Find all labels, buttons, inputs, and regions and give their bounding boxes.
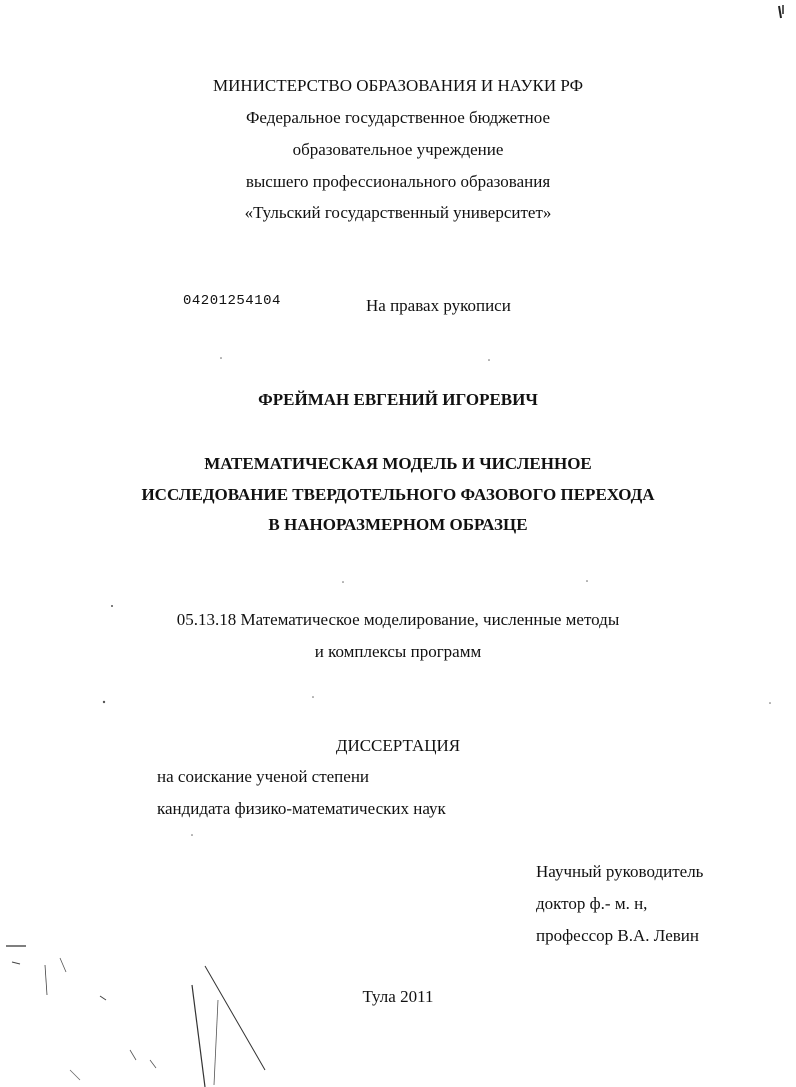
ministry-heading: МИНИСТЕРСТВО ОБРАЗОВАНИЯ И НАУКИ РФ <box>212 76 584 95</box>
registration-number: 04201254104 <box>183 293 281 309</box>
degree-line-1: на соискание ученой степени <box>157 767 370 786</box>
author-name: ФРЕЙМАН ЕВГЕНИЙ ИГОРЕВИЧ <box>258 390 538 409</box>
degree-line-2: кандидата физико-математических наук <box>157 799 446 818</box>
thesis-title-line-1: МАТЕМАТИЧЕСКАЯ МОДЕЛЬ И ЧИСЛЕННОЕ <box>204 454 592 473</box>
supervisor-degree: доктор ф.- м. н, <box>536 894 648 913</box>
supervisor-title: Научный руководитель <box>536 862 704 881</box>
dissertation-heading: ДИССЕРТАЦИЯ <box>335 736 461 755</box>
manuscript-note: На правах рукописи <box>366 296 511 315</box>
thesis-title-line-2: ИССЛЕДОВАНИЕ ТВЕРДОТЕЛЬНОГО ФАЗОВОГО ПЕРЕХОДА <box>141 485 655 504</box>
institution-line-2: образовательное учреждение <box>292 140 504 159</box>
institution-line-1: Федеральное государственное бюджетное <box>245 108 551 127</box>
supervisor-name: профессор В.А. Левин <box>536 926 699 945</box>
city-year: Тула 2011 <box>362 987 434 1006</box>
thesis-title-line-3: В НАНОРАЗМЕРНОМ ОБРАЗЦЕ <box>268 515 528 534</box>
specialty-line-1: 05.13.18 Математическое моделирование, численные методы <box>176 610 620 629</box>
specialty-line-2: и комплексы программ <box>314 642 482 661</box>
university-name: «Тульский государственный университет» <box>244 203 552 222</box>
institution-line-3: высшего профессионального образования <box>245 172 551 191</box>
